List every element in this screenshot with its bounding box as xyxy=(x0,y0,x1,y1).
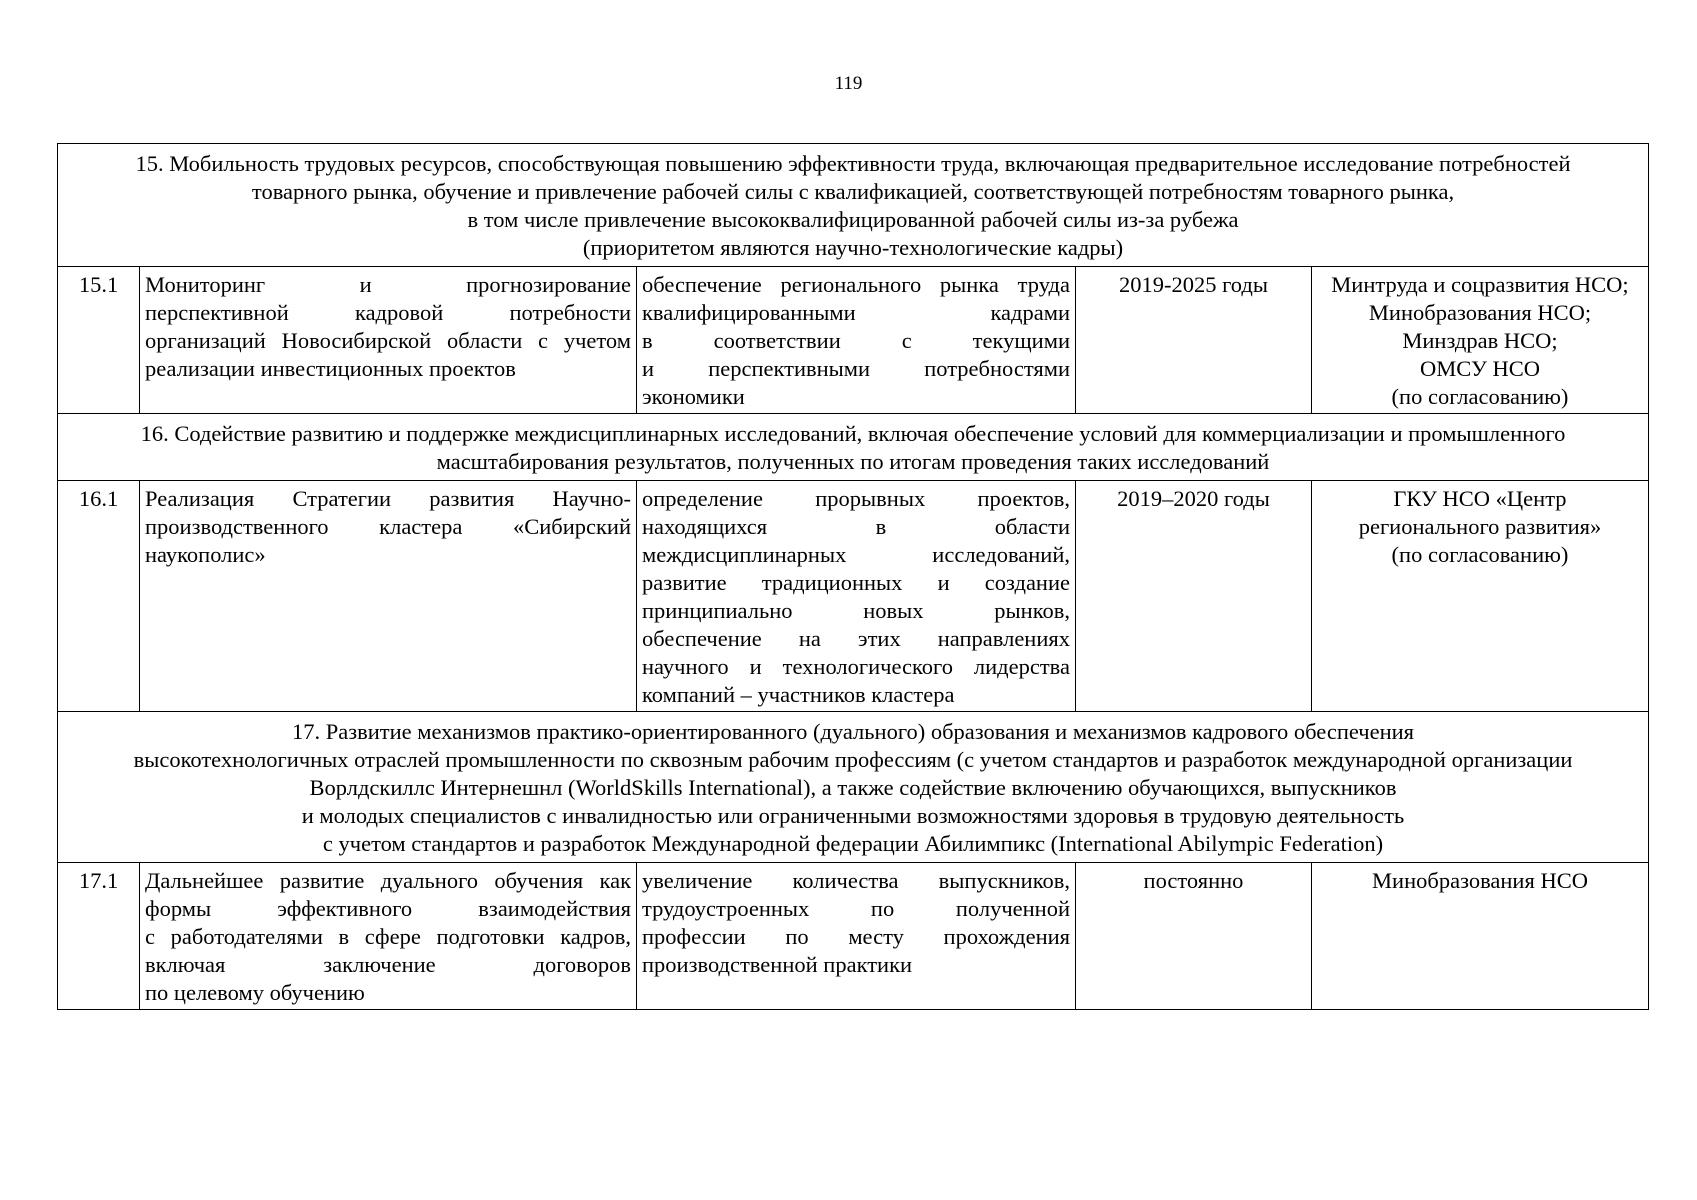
activity-line: перспективной кадровой потребности xyxy=(145,300,631,325)
result-line: принципиально новых рынков, xyxy=(642,598,1070,623)
table-row xyxy=(58,863,1649,1010)
period-cell: 2019-2025 годы xyxy=(1076,267,1312,414)
heading-line: и молодых специалистов с инвалидностью или ограниченными возможностями здоровья в трудовую деятельность xyxy=(301,803,1405,828)
activity-line: включая заключение договоров xyxy=(145,952,631,977)
table-row xyxy=(58,481,1649,712)
activity-line: с работодателями в сфере подготовки кадров, xyxy=(145,924,631,949)
table-row xyxy=(58,267,1649,414)
responsible-line: Минобразования НСО; xyxy=(1368,300,1592,325)
result-line: находящихся в области xyxy=(642,514,1070,539)
row-number: 16.1 xyxy=(58,481,140,712)
responsible-line: (по согласованию) xyxy=(1391,384,1569,409)
responsible-line: Минобразования НСО xyxy=(1372,868,1588,893)
heading-line: высокотехнологичных отраслей промышленности по сквозным рабочим профессиям (с учетом стандартов и разработок международной организации xyxy=(133,747,1573,772)
activity-line: формы эффективного взаимодействия xyxy=(145,896,631,921)
activity-line: Мониторинг и прогнозирование xyxy=(145,272,631,297)
activity-line: реализации инвестиционных проектов xyxy=(145,356,516,381)
section-heading-row xyxy=(58,414,1649,481)
heading-line: товарного рынка, обучение и привлечение рабочей силы с квалификацией, соответствующей потребностям товарного рынка, xyxy=(251,179,1455,204)
result-line: научного и технологического лидерства xyxy=(642,654,1070,679)
activity-line: организаций Новосибирской области с учетом xyxy=(145,328,631,353)
activity-line: наукополис» xyxy=(145,542,266,567)
page-number: 119 xyxy=(834,73,863,94)
activity-cell xyxy=(140,267,637,414)
activity-cell xyxy=(140,863,637,1010)
heading-line: Ворлдскиллс Интернешнл (WorldSkills International), а также содействие включению обучающихся, выпускников xyxy=(309,775,1397,800)
activity-line: Реализация Стратегии развития Научно- xyxy=(145,486,631,511)
responsible-line: Минтруда и соцразвития НСО; xyxy=(1331,272,1629,297)
measures-table xyxy=(57,143,1649,1010)
row-number: 15.1 xyxy=(58,267,140,414)
responsible-line: регионального развития» xyxy=(1358,514,1602,539)
heading-line: масштабирования результатов, полученных по итогам проведения таких исследований xyxy=(436,449,1270,474)
result-line: определение прорывных проектов, xyxy=(642,486,1070,511)
activity-line: Дальнейшее развитие дуального обучения как xyxy=(145,868,631,893)
result-line: квалифицированными кадрами xyxy=(642,300,1070,325)
result-line: профессии по месту прохождения xyxy=(642,924,1070,949)
responsible-line: (по согласованию) xyxy=(1391,542,1569,567)
responsible-line: Минздрав НСО; xyxy=(1402,328,1558,353)
result-line: производственной практики xyxy=(642,952,913,977)
period-cell: постоянно xyxy=(1076,863,1312,1010)
activity-line: по целевому обучению xyxy=(145,980,365,1005)
responsible-cell xyxy=(1312,267,1649,414)
responsible-line: ГКУ НСО «Центр xyxy=(1393,486,1567,511)
responsible-cell xyxy=(1312,481,1649,712)
heading-line: 17. Развитие механизмов практико-ориентированного (дуального) образования и механизмов кадрового обеспечения xyxy=(291,719,1415,744)
result-cell xyxy=(637,481,1076,712)
row-number: 17.1 xyxy=(58,863,140,1010)
result-line: увеличение количества выпускников, xyxy=(642,868,1070,893)
result-line: междисциплинарных исследований, xyxy=(642,542,1070,567)
result-line: обеспечение на этих направлениях xyxy=(642,626,1070,651)
heading-line: (приоритетом являются научно-технологические кадры) xyxy=(582,235,1124,260)
section-heading-17 xyxy=(58,712,1649,863)
result-cell xyxy=(637,863,1076,1010)
result-cell xyxy=(637,267,1076,414)
result-line: экономики xyxy=(642,384,745,409)
heading-line: 15. Мобильность трудовых ресурсов, способствующая повышению эффективности труда, включающая предварительное исследование потребностей xyxy=(135,151,1571,176)
responsible-cell xyxy=(1312,863,1649,1010)
result-line: развитие традиционных и создание xyxy=(642,570,1070,595)
section-heading-15 xyxy=(58,144,1649,267)
result-line: в соответствии с текущими xyxy=(642,328,1070,353)
heading-line: 16. Содействие развитию и поддержке междисциплинарных исследований, включая обеспечение условий для коммерциализации и промышленного xyxy=(140,421,1566,446)
activity-line: производственного кластера «Сибирский xyxy=(145,514,631,539)
result-line: и перспективными потребностями xyxy=(642,356,1070,381)
activity-cell xyxy=(140,481,637,712)
period-cell: 2019–2020 годы xyxy=(1076,481,1312,712)
result-line: трудоустроенных по полученной xyxy=(642,896,1070,921)
section-heading-row xyxy=(58,712,1649,863)
section-heading-16 xyxy=(58,414,1649,481)
heading-line: с учетом стандартов и разработок Международной федерации Абилимпикс (International Abilympic Federation) xyxy=(322,831,1384,856)
responsible-line: ОМСУ НСО xyxy=(1419,356,1541,381)
heading-line: в том числе привлечение высококвалифицированной рабочей силы из-за рубежа xyxy=(467,207,1239,232)
section-heading-row xyxy=(58,144,1649,267)
result-line: компаний – участников кластера xyxy=(642,682,955,707)
result-line: обеспечение регионального рынка труда xyxy=(642,272,1070,297)
